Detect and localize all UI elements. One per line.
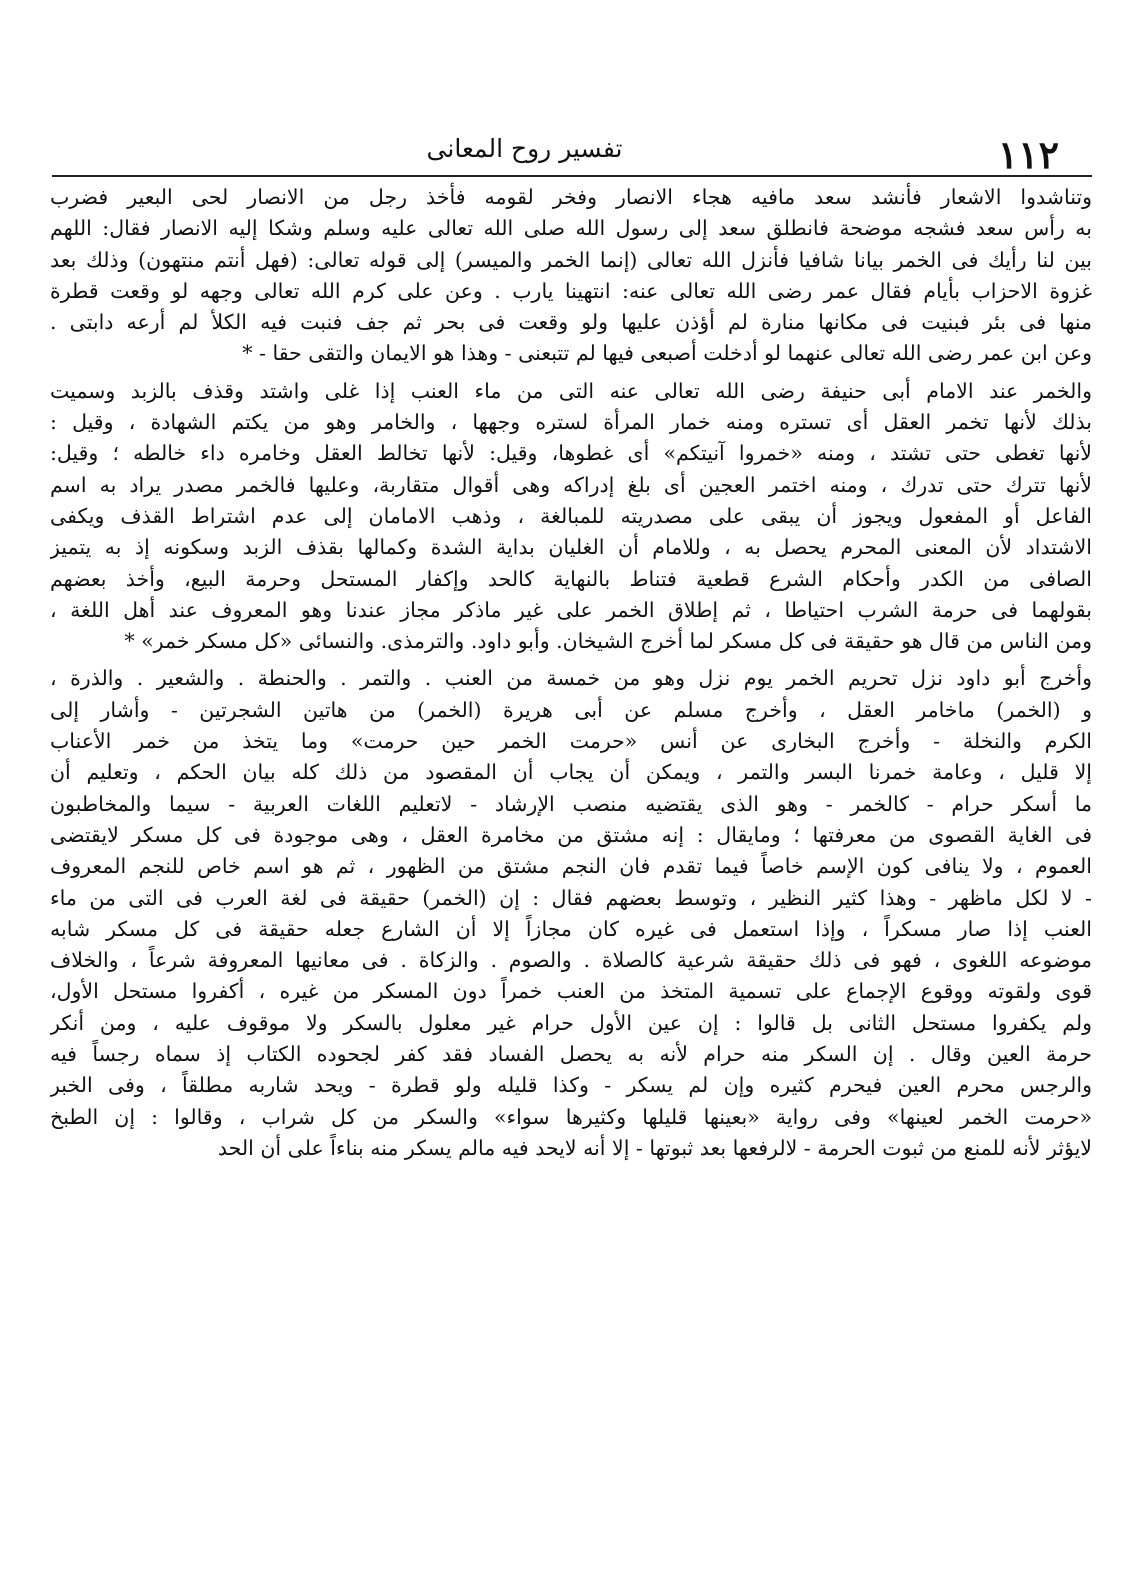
text-line: والرجس محرم العين فيحرم كثيره وإن لم يسكر - وكذا قليله ولو قطرة - ويحد شاربه مطلقاً ، وفى الخبر — [50, 1073, 1092, 1098]
page-number: ١١٢ — [997, 132, 1059, 177]
page-header — [52, 130, 1059, 177]
text-line: فى الغاية القصوى من معرفتها ؛ ومايقال : إنه مشتق من مخامرة العقل ، وهى موجودة فى كل مسكر لايقتضى — [50, 822, 1092, 847]
text-line: إلا قليل ، وعامة خمرنا البسر والتمر ، ويمكن أن يجاب أن المقصود من ذلك كله بيان الحكم ، وتعليم أن — [50, 760, 1092, 785]
text-line: قوى ولقوته ووقوع الإجماع على تسمية المتخذ من العنب خمراً دون المسكر من غيره ، أكفروا مستحل الأول، — [50, 979, 1092, 1004]
text-line: حرمة العين وقال . إن السكر منه حرام لأنه به يحصل الفساد فقد كفر لجحوده الكتاب إذ سماه رجساً فيه — [50, 1042, 1092, 1067]
text-line: ومن الناس من قال هو حقيقة فى كل مسكر لما أخرج الشيخان. وأبو داود. والترمذى. والنسائى «كل مسكر خمر» * — [124, 629, 1092, 654]
text-line: الفاعل أو المفعول ويجوز أن يبقى على مصدريته للمبالغة ، وذهب الامامان إلى عدم اشتراط القذف ويكفى — [50, 503, 1092, 528]
text-line: الصافى من الكدر وأحكام الشرع قطعية فتناط بالنهاية كالحد وإكفار المستحل وحرمة البيع، وأخذ بعضهم — [50, 566, 1092, 591]
text-line: لأنها تترك حتى تدرك ، ومنه اختمر العجين أى بلغ إدراكه وهى أقوال متقاربة، وعليها فالخمر مصدر يراد به اسم — [50, 472, 1092, 497]
text-line: وعن ابن عمر رضى الله تعالى عنهما لو أدخلت أصبعى فيها لم تتبعنى - وهذا هو الايمان والتقى حقا - * — [242, 341, 1092, 366]
text-line: - لا لكل ماظهر - وهذا كثير النظير ، وتوسط بعضهم فقال : إن (الخمر) حقيقة فى لغة العرب فى التى من ماء — [50, 885, 1092, 910]
text-line: ما أسكر حرام - كالخمر - وهو الذى يقتضيه منصب الإرشاد - لاتعليم اللغات العربية - سيما والمخاطبون — [50, 791, 1092, 816]
text-line: العموم ، ولا ينافى كون الإسم خاصاً فيما تقدم فان النجم مشتق من الظهور ، ثم هو اسم خاص للنجم المعروف — [50, 854, 1092, 879]
text-line: لايؤثر لأنه للمنع من ثبوت الحرمة - لالرفعها بعد ثبوتها - إلا أنه لايحد فيه مالم يسكر منه بناءاً على أن الحد — [217, 1135, 1092, 1160]
text-line: ولم يكفروا مستحل الثانى بل قالوا : إن عين الأول حرام غير معلول بالسكر ولا موقوف عليه ، ومن أنكر — [50, 1010, 1092, 1035]
text-line: غزوة الاحزاب بأيام فقال عمر رضى الله تعالى عنه: انتهينا يارب . وعن على كرم الله تعالى وجهه لو وقعت قطرة — [50, 278, 1092, 303]
text-line: موضوعه اللغوى ، فهو فى ذلك حقيقة شرعية كالصلاة . والصوم . والزكاة . فى معانيها المعروفة شرعاً ، والخلاف — [50, 948, 1092, 973]
paragraph — [50, 182, 1092, 370]
paragraph — [50, 376, 1092, 658]
text-line: منها فى بئر فبنيت فى مكانها منارة لم أؤذن عليها ولو وقعت فى بحر ثم جف فنبت فيه الكلأ لم أرعه دابتى . — [50, 310, 1092, 335]
text-line: الاشتداد لأن المعنى المحرم يحصل به ، وللامام أن الغليان بداية الشدة وكمالها بقذف الزبد وسكونه إذ به يتميز — [50, 535, 1092, 560]
body-text — [50, 182, 1092, 1164]
text-line: بين لنا رأيك فى الخمر بيانا شافيا فأنزل الله تعالى (إنما الخمر والميسر) إلى قوله تعالى: (فهل أنتم منتهون) وذلك بعد — [50, 247, 1092, 272]
text-line: والخمر عند الامام أبى حنيفة رضى الله تعالى عنه التى من ماء العنب إذا غلى واشتد وقذف بالزبد وسميت — [50, 378, 1092, 403]
text-line: لأنها تغطى حتى تشتد ، ومنه «خمروا آنيتكم» أى غطوها، وقيل: لأنها تخالط العقل وخامره داء خالطه ؛ وقيل: — [50, 441, 1092, 466]
text-line: وأخرج أبو داود نزل تحريم الخمر يوم نزل وهو من خمسة من العنب . والتمر . والحنطة . والشعير . والذرة ، — [50, 666, 1092, 691]
text-line: «حرمت الخمر لعينها» وفى رواية «بعينها قليلها وكثيرها سواء» والسكر من كل شراب ، وقالوا : إن الطبخ — [50, 1104, 1092, 1129]
text-line: و (الخمر) ماخامر العقل ، وأخرج مسلم عن أبى هريرة (الخمر) من هاتين الشجرتين - وأشار إلى — [50, 697, 1092, 722]
text-line: العنب إذا صار مسكراً ، وإذا استعمل فى غيره كان مجازاً إلا أن الشارع جعله حقيقة فى كل مسكر شابه — [50, 916, 1092, 941]
text-line: بذلك لأنها تخمر العقل أى تستره ومنه خمار المرأة لستره وجهها ، والخامر وهو من يكتم الشهادة ، وقيل : — [50, 410, 1092, 435]
text-line: به رأس سعد فشجه موضحة فانطلق سعد إلى رسول الله صلى الله تعالى عليه وسلم وشكا إليه الانصار فقال: اللهم — [50, 216, 1092, 241]
text-line: بقولهما فى حرمة الشرب احتياطا ، ثم إطلاق الخمر على غير ماذكر مجاز عندنا وهو المعروف عند أهل اللغة ، — [50, 597, 1092, 622]
paragraph — [50, 663, 1092, 1164]
page-title: تفسير روح المعانى — [426, 134, 623, 163]
text-line: وتناشدوا الاشعار فأنشد سعد مافيه هجاء الانصار وفخر لقومه فأخذ رجل من الانصار لحى البعير فضرب — [50, 185, 1092, 209]
text-line: الكرم والنخلة - وأخرج البخارى عن أنس «حرمت الخمر حين حرمت» وما يتخذ من خمر الأعناب — [50, 729, 1092, 754]
header-rule — [52, 175, 1092, 177]
